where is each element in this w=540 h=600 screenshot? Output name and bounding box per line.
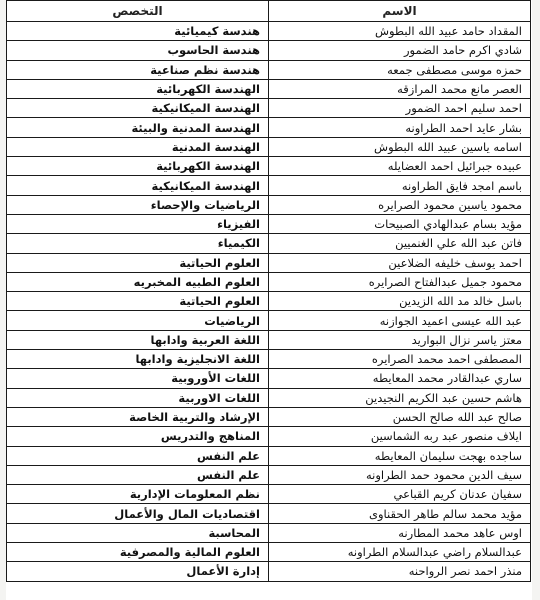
student-name-cell: مؤيد بسام عبدالهادي الصبيحات bbox=[269, 214, 531, 233]
table-row bbox=[7, 79, 531, 98]
table-row bbox=[7, 272, 531, 291]
specialty-cell: اللغة الانجليزية وادابها bbox=[7, 350, 269, 369]
student-name-cell: باسل خالد مد الله الزيدين bbox=[269, 292, 531, 311]
student-name-cell: العصر مانع محمد المرازقه bbox=[269, 79, 531, 98]
specialty-cell: هندسة كيميائية bbox=[7, 22, 269, 41]
specialty-cell: هندسة نظم صناعية bbox=[7, 60, 269, 79]
student-name-cell: بشار عايد احمد الطراونه bbox=[269, 118, 531, 137]
student-name-cell: عبد الله عيسى اعميد الجوازنه bbox=[269, 311, 531, 330]
student-name-cell: عبيده جبرائيل احمد العضايله bbox=[269, 157, 531, 176]
specialty-cell: العلوم الطبيه المخبريه bbox=[7, 272, 269, 291]
table-row bbox=[7, 99, 531, 118]
table-row bbox=[7, 350, 531, 369]
table-row bbox=[7, 504, 531, 523]
document-page bbox=[6, 0, 532, 600]
student-name-cell: المصطفى احمد محمد الصرايره bbox=[269, 350, 531, 369]
table-row bbox=[7, 22, 531, 41]
name-column-header: الاسم bbox=[269, 1, 531, 22]
specialty-cell: هندسة الحاسوب bbox=[7, 41, 269, 60]
table-row bbox=[7, 388, 531, 407]
student-name-cell: ساجده بهجت سليمان المعايطه bbox=[269, 446, 531, 465]
student-name-cell: فاتن عبد الله علي الغنميين bbox=[269, 234, 531, 253]
student-name-cell: مؤيد محمد سالم طاهر الحقناوى bbox=[269, 504, 531, 523]
student-name-cell: سيف الدين محمود حمد الطراونه bbox=[269, 465, 531, 484]
student-name-cell: اوس عاهد محمد المطارنه bbox=[269, 523, 531, 542]
student-name-cell: منذر احمد نصر الرواحنه bbox=[269, 562, 531, 581]
specialty-cell: الرياضيات bbox=[7, 311, 269, 330]
student-name-cell: محمود جميل عبدالفتاح الصرايره bbox=[269, 272, 531, 291]
student-name-cell: احمد سليم احمد الضمور bbox=[269, 99, 531, 118]
table-body bbox=[7, 22, 531, 582]
student-name-cell: شادي اكرم حامد الضمور bbox=[269, 41, 531, 60]
table-row bbox=[7, 523, 531, 542]
specialty-cell: العلوم الحياتية bbox=[7, 292, 269, 311]
specialty-cell: العلوم الحياتية bbox=[7, 253, 269, 272]
specialty-cell: علم النفس bbox=[7, 465, 269, 484]
table-row bbox=[7, 234, 531, 253]
table-row bbox=[7, 369, 531, 388]
student-name-cell: معتز ياسر نزال البوارید bbox=[269, 330, 531, 349]
specialty-cell: اللغات الاوربية bbox=[7, 388, 269, 407]
student-name-cell: اسامه ياسين عبيد الله البطوش bbox=[269, 137, 531, 156]
specialty-cell: الهندسة المدنية والبيئة bbox=[7, 118, 269, 137]
table-row bbox=[7, 214, 531, 233]
specialty-column-header: التخصص bbox=[7, 1, 269, 22]
table-row bbox=[7, 292, 531, 311]
specialty-cell: المحاسبة bbox=[7, 523, 269, 542]
specialty-cell: الكيمياء bbox=[7, 234, 269, 253]
student-name-cell: المقداد حامد عبيد الله البطوش bbox=[269, 22, 531, 41]
student-name-cell: صالح عبد الله صالح الحسن bbox=[269, 407, 531, 426]
table-row bbox=[7, 330, 531, 349]
specialty-cell: نظم المعلومات الإدارية bbox=[7, 485, 269, 504]
student-name-cell: محمود ياسين محمود الصرايره bbox=[269, 195, 531, 214]
table-row bbox=[7, 446, 531, 465]
table-row bbox=[7, 41, 531, 60]
specialty-cell: الفيزياء bbox=[7, 214, 269, 233]
students-table bbox=[6, 0, 531, 582]
table-row bbox=[7, 562, 531, 581]
student-name-cell: احمد يوسف خليفه الضلاعين bbox=[269, 253, 531, 272]
specialty-cell: علم النفس bbox=[7, 446, 269, 465]
specialty-cell: الهندسة الكهربائية bbox=[7, 79, 269, 98]
table-row bbox=[7, 118, 531, 137]
table-row bbox=[7, 253, 531, 272]
table-row bbox=[7, 407, 531, 426]
table-row bbox=[7, 427, 531, 446]
specialty-cell: الهندسة الميكانيكية bbox=[7, 176, 269, 195]
student-name-cell: هاشم حسين عبد الكريم النجيدين bbox=[269, 388, 531, 407]
specialty-cell: الهندسة الكهربائية bbox=[7, 157, 269, 176]
specialty-cell: العلوم المالية والمصرفية bbox=[7, 543, 269, 562]
student-name-cell: سفيان عدنان كريم القباعي bbox=[269, 485, 531, 504]
header-row bbox=[7, 1, 531, 22]
student-name-cell: ايلاف منصور عبد ربه الشماسين bbox=[269, 427, 531, 446]
specialty-cell: الإرشاد والتربية الخاصة bbox=[7, 407, 269, 426]
student-name-cell: باسم امجد فايق الطراونه bbox=[269, 176, 531, 195]
specialty-cell: الرياضيات والإحصاء bbox=[7, 195, 269, 214]
table-row bbox=[7, 176, 531, 195]
table-row bbox=[7, 543, 531, 562]
specialty-cell: المناهج والتدريس bbox=[7, 427, 269, 446]
table-row bbox=[7, 195, 531, 214]
specialty-cell: إدارة الأعمال bbox=[7, 562, 269, 581]
specialty-cell: اقتصاديات المال والأعمال bbox=[7, 504, 269, 523]
student-name-cell: حمزه موسى مصطفى جمعه bbox=[269, 60, 531, 79]
specialty-cell: اللغة العربية وادابها bbox=[7, 330, 269, 349]
specialty-cell: اللغات الأوروبية bbox=[7, 369, 269, 388]
student-name-cell: ساري عبدالقادر محمد المعايطه bbox=[269, 369, 531, 388]
specialty-cell: الهندسة الميكانيكية bbox=[7, 99, 269, 118]
table-row bbox=[7, 137, 531, 156]
table-row bbox=[7, 60, 531, 79]
table-row bbox=[7, 465, 531, 484]
table-row bbox=[7, 311, 531, 330]
table-row bbox=[7, 157, 531, 176]
student-name-cell: عبدالسلام راضي عبدالسلام الطراونه bbox=[269, 543, 531, 562]
table-row bbox=[7, 485, 531, 504]
specialty-cell: الهندسة المدنية bbox=[7, 137, 269, 156]
